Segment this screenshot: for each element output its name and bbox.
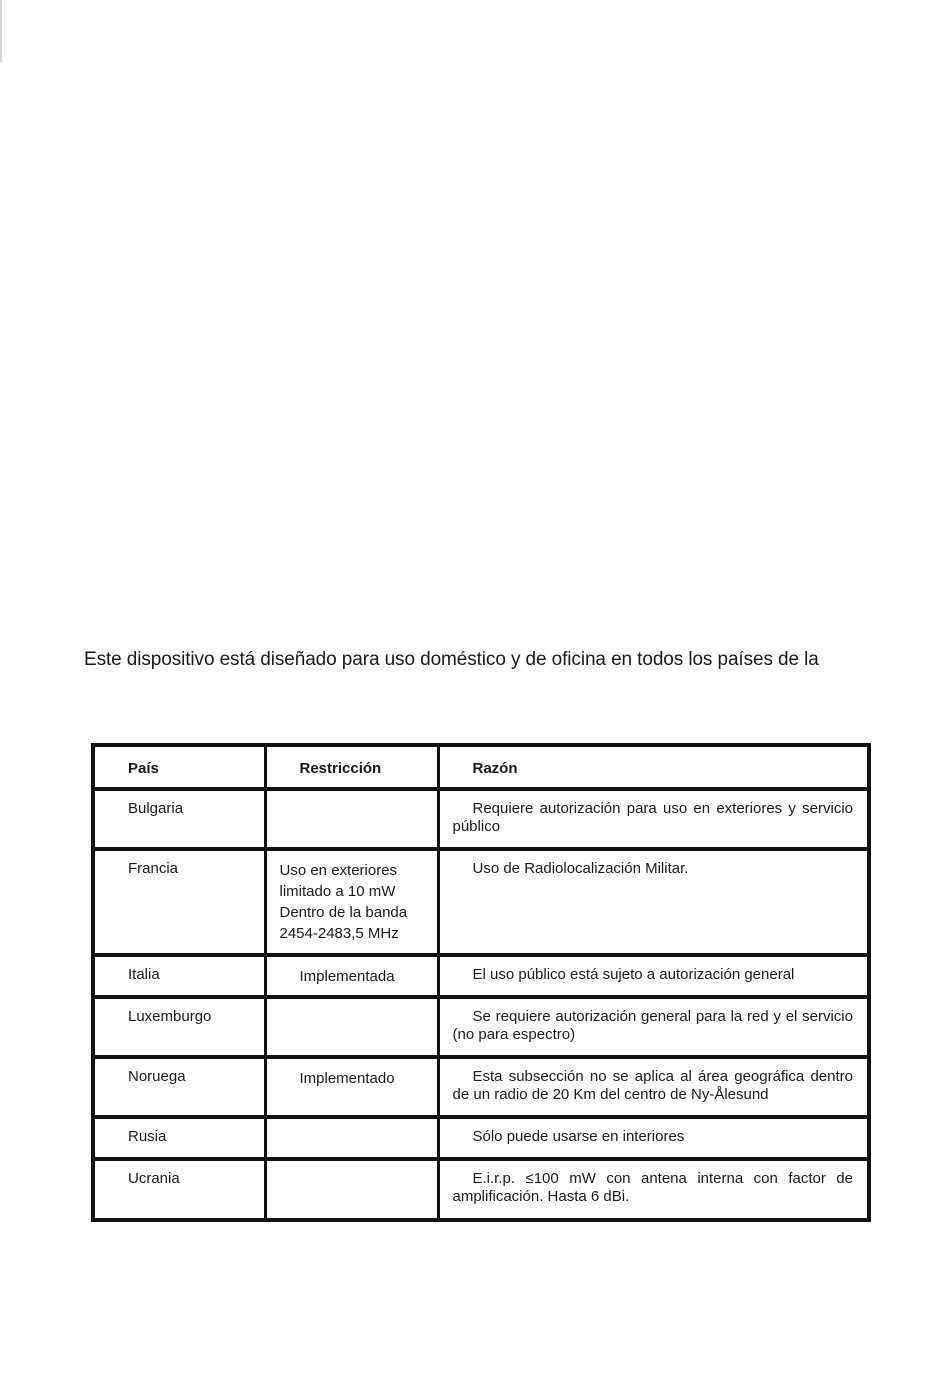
- reason-cell: Esta subsección no se aplica al área geográfica dentro de un radio de 20 Km del centro de Ny-Ålesund: [438, 1057, 869, 1117]
- page-edge-mark: [0, 0, 2, 62]
- reason-cell: El uso público está sujeto a autorización general: [438, 955, 869, 997]
- reason-cell: Sólo puede usarse en interiores: [438, 1117, 869, 1159]
- table-header-row: [93, 745, 869, 789]
- reason-cell: Uso de Radiolocalización Militar.: [438, 849, 869, 955]
- country-cell: Ucrania: [93, 1159, 265, 1220]
- restriction-cell: [265, 1117, 438, 1159]
- country-cell: Noruega: [93, 1057, 265, 1117]
- header-restriction: Restricción: [265, 745, 438, 789]
- restriction-cell: [265, 997, 438, 1057]
- reason-cell: E.i.r.p. ≤100 mW con antena interna con factor de amplificación. Hasta 6 dBi.: [438, 1159, 869, 1220]
- table-row: [93, 789, 869, 849]
- restriction-cell: [265, 789, 438, 849]
- restriction-cell: Implementado: [265, 1057, 438, 1117]
- reason-cell: Se requiere autorización general para la red y el servicio (no para espectro): [438, 997, 869, 1057]
- table-row: [93, 849, 869, 955]
- header-reason: Razón: [438, 745, 869, 789]
- country-cell: Francia: [93, 849, 265, 955]
- table-row: [93, 1117, 869, 1159]
- table-row: [93, 955, 869, 997]
- restriction-cell: Uso en exteriores limitado a 10 mW Dentro de la banda 2454-2483,5 MHz: [265, 849, 438, 955]
- restriction-cell: Implementada: [265, 955, 438, 997]
- reason-cell: Requiere autorización para uso en exteriores y servicio público: [438, 789, 869, 849]
- country-cell: Luxemburgo: [93, 997, 265, 1057]
- table-row: [93, 997, 869, 1057]
- country-restrictions-table: [91, 743, 871, 1222]
- header-country: País: [93, 745, 265, 789]
- intro-paragraph: Este dispositivo está diseñado para uso doméstico y de oficina en todos los países de la: [84, 649, 819, 670]
- table-row: [93, 1159, 869, 1220]
- table-row: [93, 1057, 869, 1117]
- country-cell: Rusia: [93, 1117, 265, 1159]
- country-cell: Italia: [93, 955, 265, 997]
- country-cell: Bulgaria: [93, 789, 265, 849]
- restriction-cell: [265, 1159, 438, 1220]
